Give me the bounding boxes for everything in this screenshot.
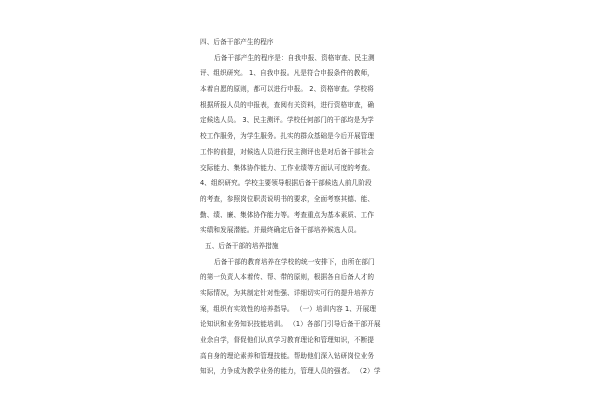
section-heading: 五、后备干部的培养措施 [205,241,279,250]
paragraph-line: 实际情况，为其制定针对性强、详细切实可行的提升培养方 [200,289,375,297]
paragraph-line: 案，组织有实效性的培养指导。 （一）培训内容 1、开展理 [200,304,377,313]
document-body [200,35,415,380]
paragraph-line: 定候选人员。 3、民主测评。学校任何部门的干部均是为学 [200,116,374,125]
paragraph-line: 的考查，参照岗位职责说明书的要求，全面考察其德、能、 [200,194,375,203]
paragraph-line: 后备干部产生的程序是：自我申报、资格审查、民主测 [214,53,375,62]
paragraph-line: 的第一负责人本着传、帮、带的原则，根据各自后备人才的 [200,273,375,282]
paragraph-line: 高自身的理论素养和管理技能。帮助他们深入钻研岗位业务 [200,351,375,360]
paragraph-line: 根据所报人员的申报表，查阅有关资料，进行资格审查，确 [200,100,375,109]
paragraph-line: 交际能力、集体协作能力、工作业绩等方面认可度的考查。 [200,163,375,172]
paragraph-line: 4、组织研究。学校主要领导根据后备干部候选人前几阶段 [200,179,372,188]
paragraph-line: 本着自愿的原则，都可以进行申报。 2、资格审查。学校将 [200,85,374,94]
section-heading: 四、后备干部产生的程序 [200,38,274,46]
paragraph-line: 知识，力争成为教学业务的能力，管理人员的强者。 （2）学 [200,367,381,376]
paragraph-line: 工作的前提，对候选人员进行民主测评也是对后备干部社会 [200,147,375,156]
paragraph-line: 后备干部的教育培养在学校的统一安排下，由所在部门 [214,257,375,266]
paragraph-line: 勤、绩、廉、集体协作能力等。考查重点为基本素质、工作 [200,210,375,219]
paragraph-line: 实绩和发展潜能。并最终确定后备干部培养候选人员。 [200,226,361,235]
paragraph-line: 评、组织研究。 1、自我申报。凡是符合申报条件的教师， [200,69,374,78]
paragraph-line: 业余自学，督促他们认真学习教育理论和管理知识，不断提 [200,336,375,345]
paragraph-line: 论知识和业务知识技能培训。 （1）各部门引导后备干部开展 [200,320,381,329]
paragraph-line: 校工作服务，为学生服务。扎实的群众基础是今后开展管理 [200,132,375,141]
